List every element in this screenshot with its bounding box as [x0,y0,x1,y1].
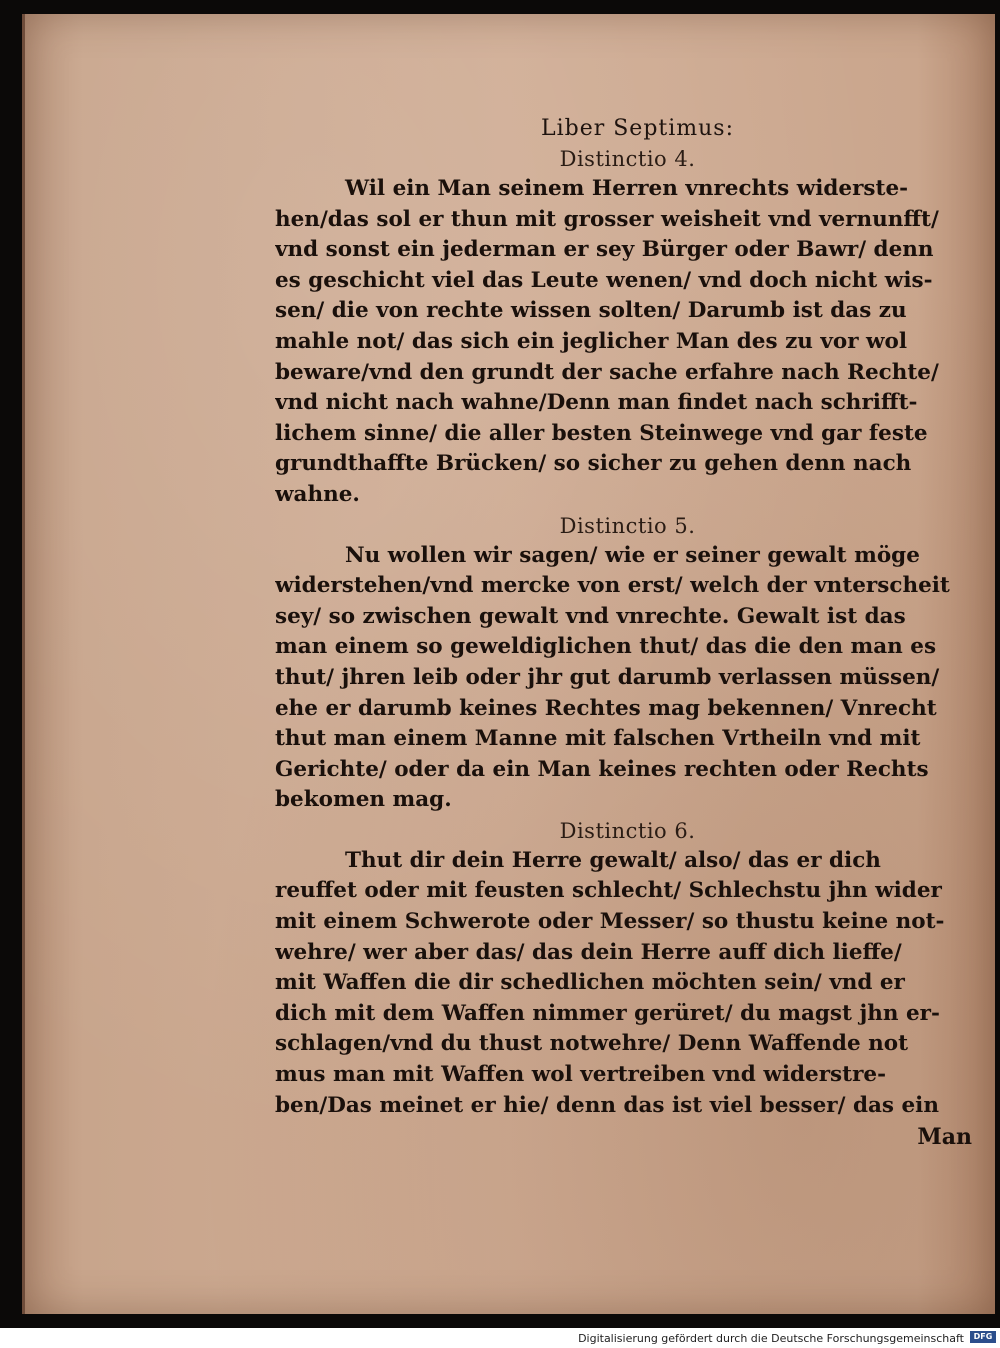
text-line: mus man mit Waffen wol vertreiben vnd widerstre- [275,1062,887,1088]
text-line: sen/ die von rechte wissen solten/ Darumb ist das zu [275,298,907,324]
document-page [22,14,995,1314]
section-paragraph [275,541,980,816]
text-line: thut/ jhren leib oder jhr gut darumb verlassen müssen/ [275,664,940,690]
text-line: dich mit dem Waffen nimmer gerüret/ du magst jhn er- [275,1000,940,1026]
text-line: mit einem Schwerote oder Messer/ so thustu keine not- [275,909,945,935]
text-line: Gerichte/ oder da ein Man keines rechten oder Rechts [275,756,929,782]
text-line: mit Waffen die dir schedlichen möchten sein/ vnd er [275,970,905,996]
section-paragraph [275,846,980,1121]
text-line: ben/Das meinet er hie/ denn das ist viel besser/ das ein [275,1092,939,1118]
catchword: Man [917,1124,972,1151]
text-line: beware/vnd den grundt der sache erfahre nach Rechte/ [275,359,939,385]
text-line: vnd nicht nach wahne/Denn man findet nach schrifft- [275,390,918,416]
text-line: Nu wollen wir sagen/ wie er seiner gewalt möge [345,542,920,568]
text-line: sey/ so zwischen gewalt vnd vnrechte. Gewalt ist das [275,603,906,629]
text-line: mahle not/ das sich ein jeglicher Man des zu vor wol [275,328,908,354]
dfg-logo: DFG [970,1331,996,1343]
section-heading: Distinctio 6. [559,818,696,843]
text-line: es geschicht viel das Leute wenen/ vnd doch nicht wis- [275,267,933,293]
text-line: hen/das sol er thun mit grosser weisheit vnd vernunfft/ [275,206,939,232]
text-line: wahne. [275,481,360,507]
text-line: grundthaffte Brücken/ so sicher zu gehen denn nach [275,451,912,477]
text-line: lichem sinne/ die aller besten Steinwege vnd gar feste [275,420,928,446]
text-line: Thut dir dein Herre gewalt/ also/ das er dich [345,847,881,873]
running-head: Liber Septimus: [540,116,735,141]
funding-credit: Digitalisierung gefördert durch die Deutsche Forschungsgemeinschaft [578,1332,964,1345]
text-line: thut man einem Manne mit falschen Vrtheiln vnd mit [275,726,921,752]
section-heading: Distinctio 5. [559,513,696,538]
text-line: bekomen mag. [275,787,452,813]
text-line: Wil ein Man seinem Herren vnrechts widerste- [345,176,909,201]
text-line: vnd sonst ein jederman er sey Bürger oder Bawr/ denn [275,237,934,263]
footer-bar [0,1328,1000,1348]
text-line: widerstehen/vnd mercke von erst/ welch der vnterscheit [275,573,950,599]
text-line: ehe er darumb keines Rechtes mag bekennen/ Vnrecht [275,695,937,721]
section-heading: Distinctio 4. [559,147,696,171]
text-line: wehre/ wer aber das/ das dein Herre auff dich lieffe/ [275,939,902,965]
text-line: reuffet oder mit feusten schlecht/ Schlechstu jhn wider [275,878,942,904]
section-paragraph [275,174,980,511]
text-line: man einem so geweldiglichen thut/ das die den man es [275,634,937,660]
text-line: schlagen/vnd du thust notwehre/ Denn Waffende not [275,1031,909,1057]
page-text-block [275,114,980,1153]
